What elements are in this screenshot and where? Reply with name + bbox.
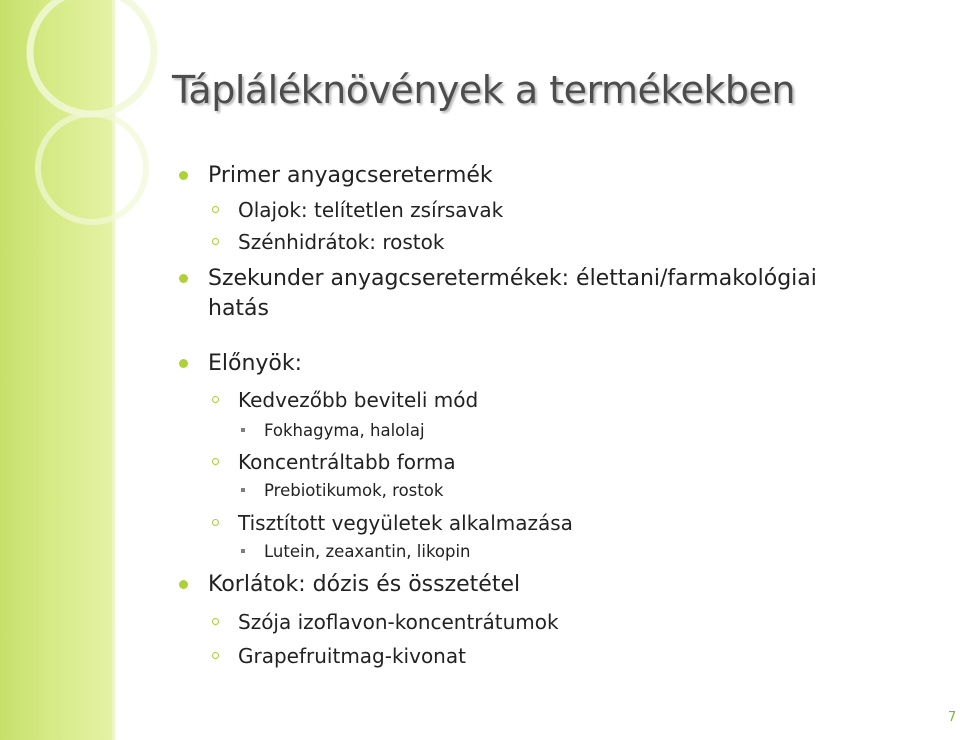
bullet-square — [241, 428, 245, 432]
bullet-text-level-2: Grapefruitmag-kivonat — [238, 644, 466, 668]
bullet-ring — [212, 652, 219, 659]
bullet-text-level-2: Szója izoflavon-koncentrátumok — [238, 610, 559, 634]
bullet-text-level-3: Lutein, zeaxantin, likopin — [264, 542, 471, 561]
bullet-dot — [179, 580, 188, 589]
page-number: 7 — [948, 710, 957, 725]
bullet-text-level-2: Olajok: telítetlen zsírsavak — [238, 198, 504, 222]
bullet-text-level-1: Korlátok: dózis és összetétel — [208, 572, 521, 597]
bullet-ring — [212, 206, 219, 213]
bullet-ring — [212, 519, 219, 526]
bullet-text-level-1: Szekunder anyagcseretermékek: élettani/farmakológiai — [208, 266, 817, 291]
bullet-ring — [212, 618, 219, 625]
bullet-square — [241, 488, 245, 492]
bullet-text-level-1: hatás — [208, 296, 269, 321]
bullet-dot — [179, 274, 188, 283]
bullet-square — [241, 549, 245, 553]
bullet-text-level-3: Prebiotikumok, rostok — [264, 481, 444, 500]
bullet-text-level-2: Tisztított vegyületek alkalmazása — [238, 511, 573, 535]
bullet-text-level-1: Primer anyagcseretermék — [208, 163, 493, 188]
bullet-ring — [212, 238, 219, 245]
bullet-text-level-3: Fokhagyma, halolaj — [264, 421, 425, 440]
bullet-dot — [179, 171, 188, 180]
bullet-text-level-2: Koncentráltabb forma — [238, 450, 456, 474]
bullet-dot — [179, 359, 188, 368]
slide-title: Tápláléknövények a termékekben — [172, 68, 795, 112]
bullet-ring — [212, 396, 219, 403]
bullet-text-level-2: Kedvezőbb beviteli mód — [238, 388, 479, 412]
bullet-text-level-2: Szénhidrátok: rostok — [238, 230, 445, 254]
bullet-ring — [212, 458, 219, 465]
bullet-text-level-1: Előnyök: — [208, 351, 303, 376]
